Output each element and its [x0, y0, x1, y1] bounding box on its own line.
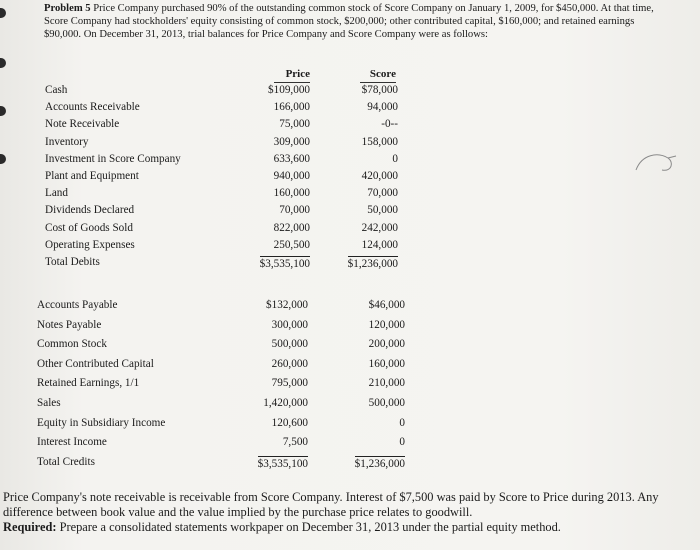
- total-row: [0, 456, 700, 473]
- account-row: [0, 299, 700, 316]
- notes-text: Price Company's note receivable is receivable from Score Company. Interest of $7,500 was paid by Score to Price during 2013. Any difference between book value and the value implied by the purchase price relates to goodwill.: [3, 490, 659, 519]
- score-amount: $46,000: [368, 299, 405, 311]
- account-label: Cost of Goods Sold: [45, 221, 133, 234]
- score-amount: 210,000: [368, 377, 405, 390]
- problem-text: Price Company purchased 90% of the outstanding common stock of Score Company on January 1, 2009, for $450,000. At that time, Score Company had stockholders' equity consisting of common stock, $200,000; other contributed capital, $160,000; and retained earnings $90,000. On December 31, 2013, trial balances for Price Company and Score Company were as follows:: [44, 3, 654, 40]
- price-amount: 500,000: [271, 338, 308, 351]
- score-amount: 242,000: [361, 221, 398, 234]
- account-label: Dividends Declared: [45, 204, 135, 217]
- account-row: [0, 187, 700, 204]
- score-amount: 160,000: [368, 357, 405, 370]
- account-label: Note Receivable: [45, 118, 120, 131]
- score-amount: 50,000: [367, 204, 398, 217]
- account-row: [0, 222, 700, 239]
- account-label: Land: [45, 187, 68, 200]
- account-row: [0, 338, 700, 355]
- price-amount: 250,500: [273, 238, 310, 251]
- price-amount: 160,000: [273, 187, 310, 200]
- account-label: Accounts Payable: [37, 299, 118, 311]
- account-label: Sales: [37, 397, 61, 409]
- score-amount: 124,000: [361, 238, 398, 251]
- account-label: Equity in Subsidiary Income: [37, 416, 166, 429]
- account-row: [0, 358, 700, 375]
- account-row: [0, 436, 700, 453]
- pen-scribble: [632, 148, 680, 178]
- score-amount: $78,000: [361, 84, 398, 96]
- account-label: Retained Earnings, 1/1: [37, 377, 140, 390]
- score-amount: 0: [392, 152, 398, 165]
- account-label: Total Credits: [37, 455, 95, 468]
- score-amount: 200,000: [368, 338, 405, 351]
- account-label: Cash: [45, 84, 68, 96]
- account-row: [0, 136, 700, 153]
- score-amount: $1,236,000: [354, 457, 405, 470]
- score-amount: 420,000: [361, 170, 398, 182]
- required-text: Prepare a consolidated statements workpaper on December 31, 2013 under the partial equity method.: [59, 520, 561, 534]
- account-label: Total Debits: [45, 256, 100, 268]
- price-amount: $3,535,100: [257, 457, 308, 470]
- account-row: [0, 84, 700, 101]
- binder-ring: [0, 58, 6, 68]
- account-label: Common Stock: [37, 338, 107, 351]
- column-header-price: Price: [285, 68, 310, 80]
- account-row: [0, 118, 700, 135]
- account-label: Notes Payable: [37, 318, 102, 331]
- problem-notes: [3, 490, 699, 535]
- account-label: Plant and Equipment: [45, 170, 139, 182]
- price-amount: 260,000: [271, 357, 308, 370]
- price-amount: 120,600: [271, 416, 308, 429]
- price-amount: 822,000: [273, 221, 310, 234]
- score-amount: 500,000: [368, 397, 405, 409]
- total-row: [0, 256, 700, 273]
- header-underline: [360, 82, 396, 83]
- score-amount: $1,236,000: [347, 258, 398, 270]
- score-amount: 0: [399, 416, 405, 429]
- account-row: [0, 101, 700, 118]
- price-amount: 75,000: [279, 118, 310, 131]
- account-label: Inventory: [45, 135, 89, 148]
- price-amount: 940,000: [273, 170, 310, 182]
- problem-heading: Problem 5: [44, 3, 91, 14]
- price-amount: 7,500: [282, 436, 308, 449]
- price-amount: $109,000: [268, 84, 310, 96]
- price-amount: 300,000: [271, 318, 308, 331]
- column-header-score: Score: [369, 68, 396, 80]
- account-row: [0, 170, 700, 187]
- account-row: [0, 319, 700, 336]
- problem-statement: [44, 2, 664, 41]
- price-amount: 633,600: [273, 152, 310, 165]
- score-amount: 120,000: [368, 318, 405, 331]
- account-label: Operating Expenses: [45, 238, 135, 251]
- account-label: Investment in Score Company: [45, 152, 181, 165]
- score-amount: -0--: [381, 118, 398, 131]
- price-amount: 309,000: [273, 135, 310, 148]
- account-row: [0, 377, 700, 394]
- price-amount: 795,000: [271, 377, 308, 390]
- price-amount: 166,000: [273, 101, 310, 114]
- account-row: [0, 204, 700, 221]
- score-amount: 0: [399, 436, 405, 449]
- binder-ring: [0, 8, 6, 18]
- account-label: Interest Income: [37, 436, 107, 449]
- score-amount: 70,000: [367, 187, 398, 200]
- account-label: Accounts Receivable: [45, 101, 140, 114]
- account-row: [0, 239, 700, 256]
- header-underline: [274, 82, 310, 83]
- required-label: Required:: [3, 520, 57, 534]
- price-amount: 1,420,000: [263, 397, 308, 409]
- account-row: [0, 417, 700, 434]
- account-row: [0, 153, 700, 170]
- score-amount: 94,000: [367, 101, 398, 114]
- price-amount: $3,535,100: [259, 258, 310, 270]
- account-row: [0, 397, 700, 414]
- score-amount: 158,000: [361, 135, 398, 148]
- price-amount: $132,000: [266, 299, 308, 311]
- account-label: Other Contributed Capital: [37, 357, 154, 370]
- price-amount: 70,000: [279, 204, 310, 217]
